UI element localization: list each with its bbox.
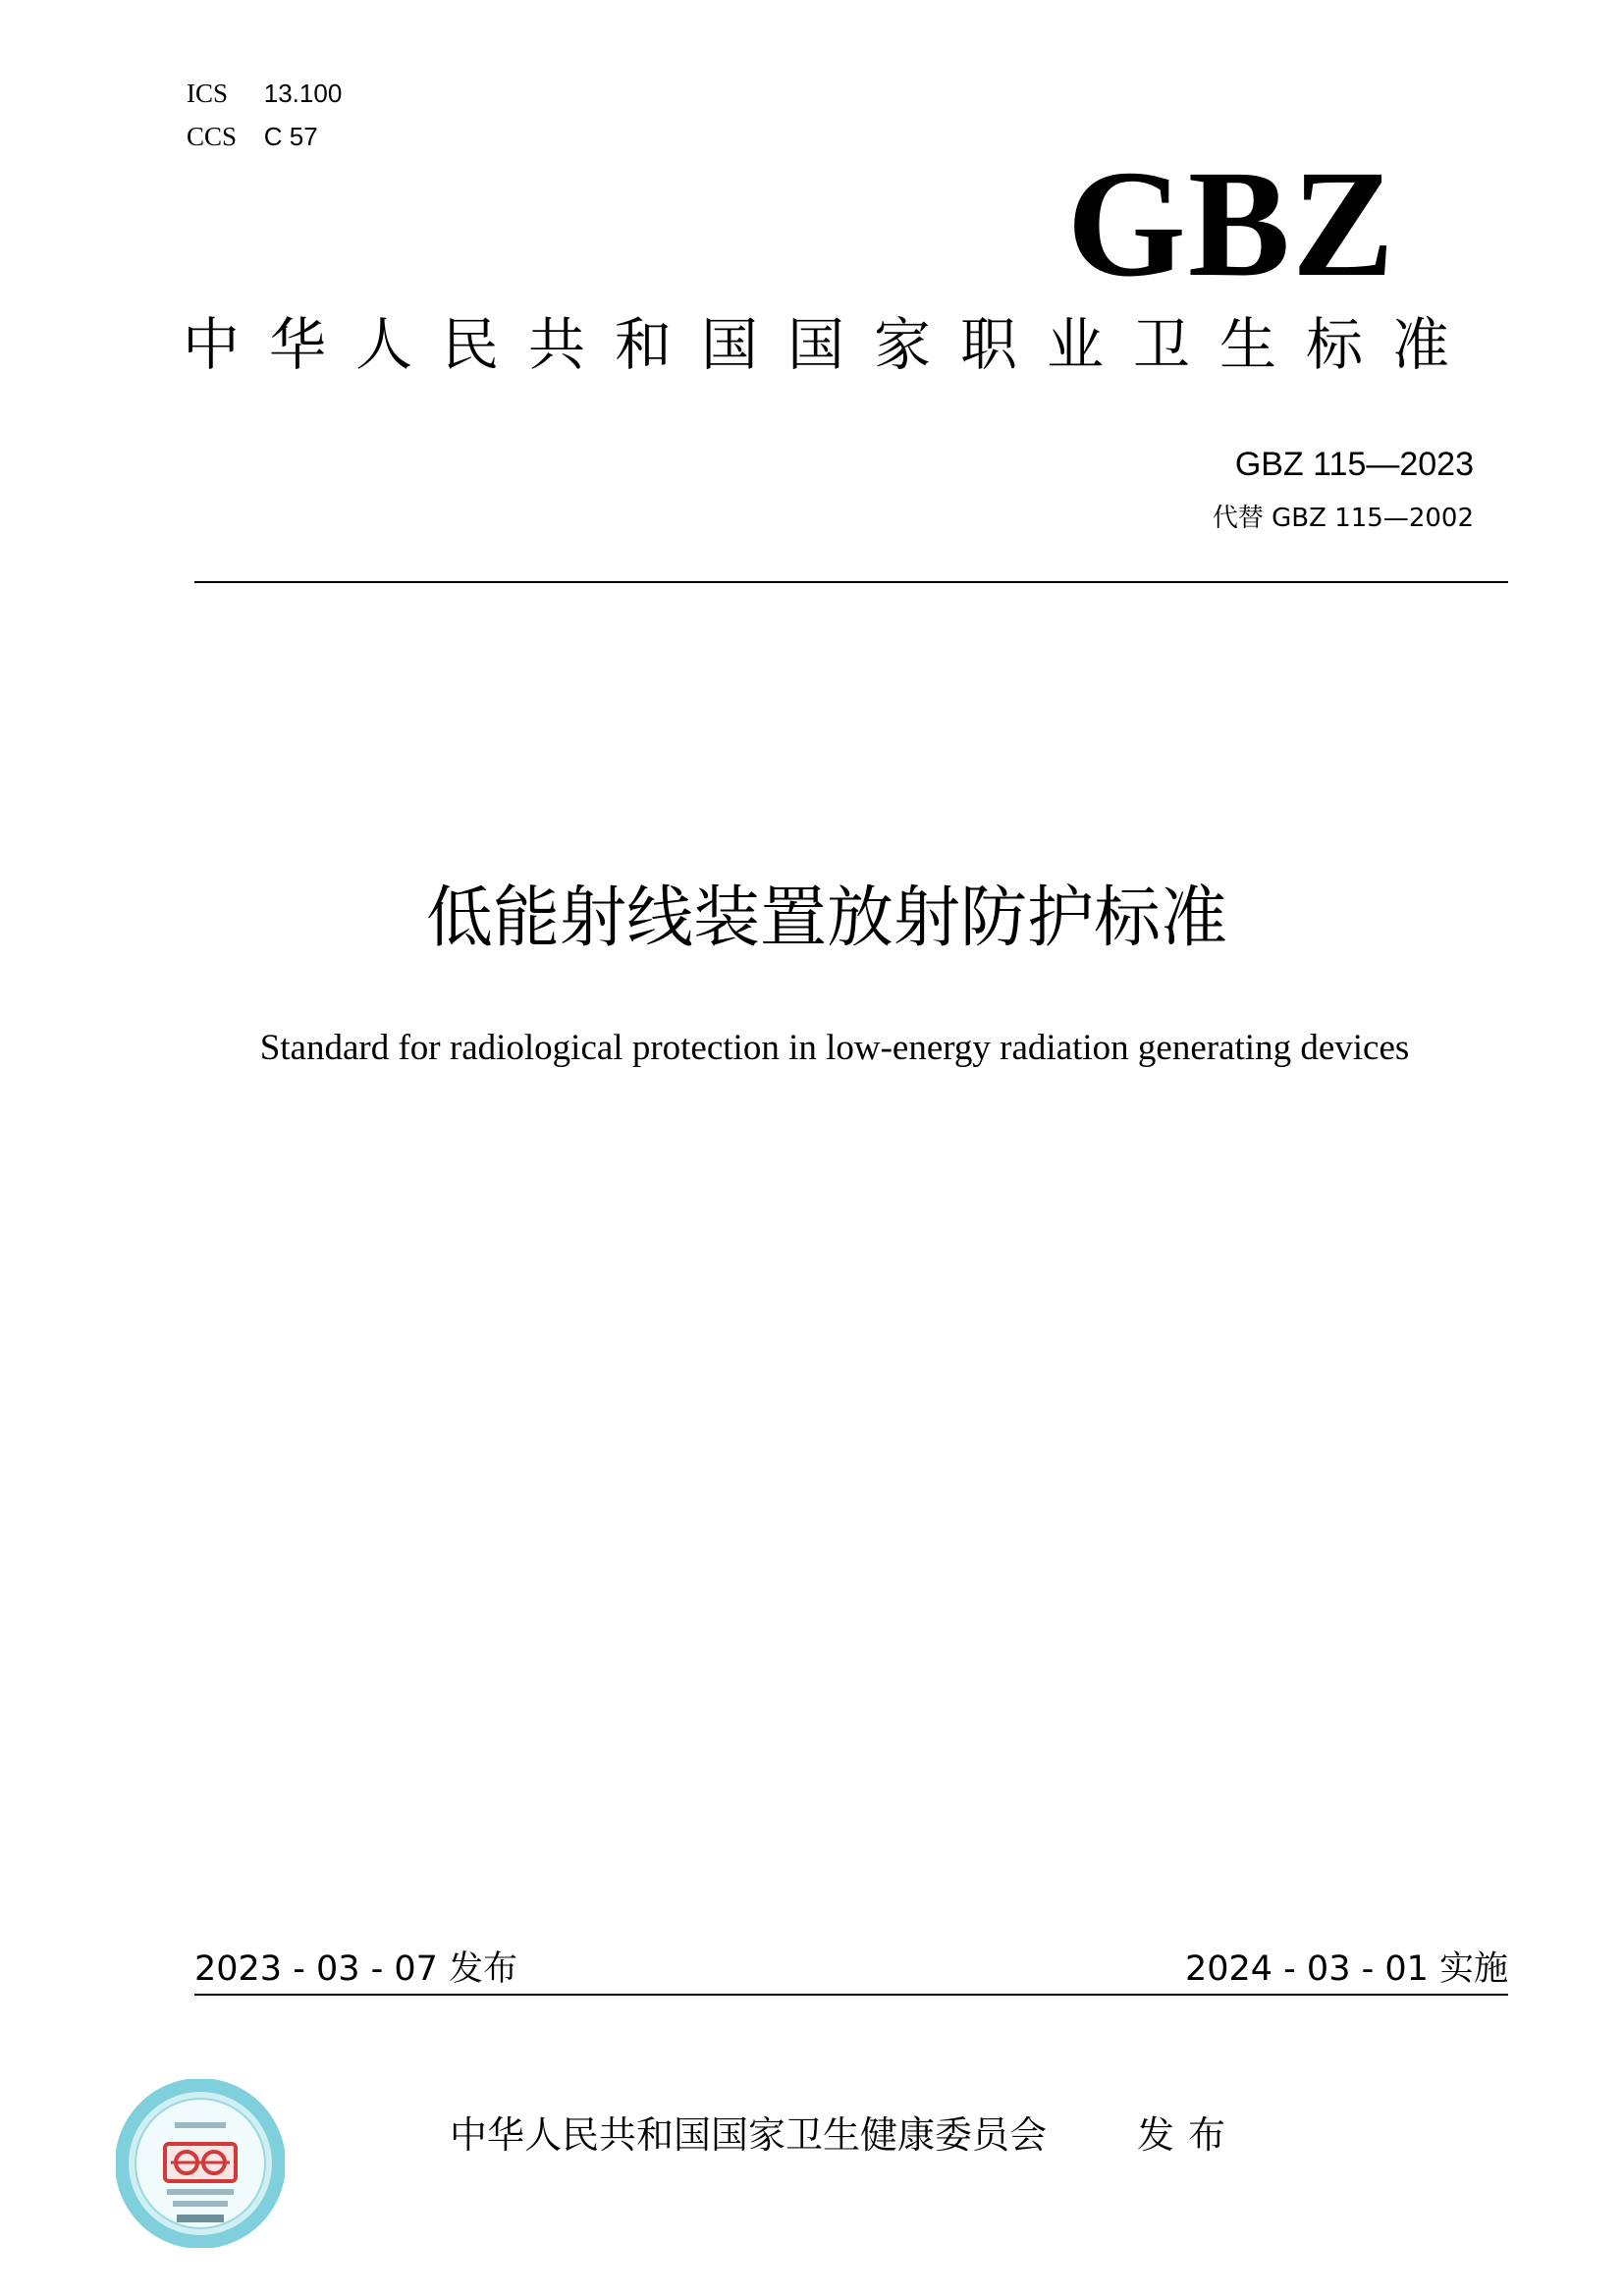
date-row [194, 1942, 1508, 1987]
implementation-date: 2024 - 03 - 01 实施 [1184, 1949, 1508, 1989]
ics-label: ICS [187, 79, 229, 108]
standard-number: GBZ 115—2023 [1234, 446, 1474, 483]
top-divider [194, 581, 1508, 583]
ics-value: 13.100 [263, 79, 343, 108]
gbz-mark: GBZ [1066, 138, 1396, 308]
ccs-value: C 57 [263, 122, 318, 151]
stamp-seal-icon [116, 2079, 285, 2248]
issue-date: 2023 - 03 - 07 发布 [194, 1949, 518, 1989]
ics-line [187, 79, 342, 109]
document-title-chinese: 低能射线装置放射防护标准 [425, 880, 1227, 957]
bottom-divider [194, 1994, 1508, 1996]
standard-type: 中华人民共和国国家职业卫生标准 [183, 311, 1480, 378]
ccs-line [187, 122, 318, 152]
ccs-label: CCS [187, 122, 238, 151]
issue-action: 发布 [1137, 2113, 1240, 2157]
issuing-authority: 中华人民共和国国家卫生健康委员会 [450, 2113, 1048, 2157]
document-title-english: Standard for radiological protection in low-energy radiation generating devices [259, 1028, 1410, 1068]
replaces-standard: 代替 GBZ 115—2002 [1212, 504, 1474, 533]
